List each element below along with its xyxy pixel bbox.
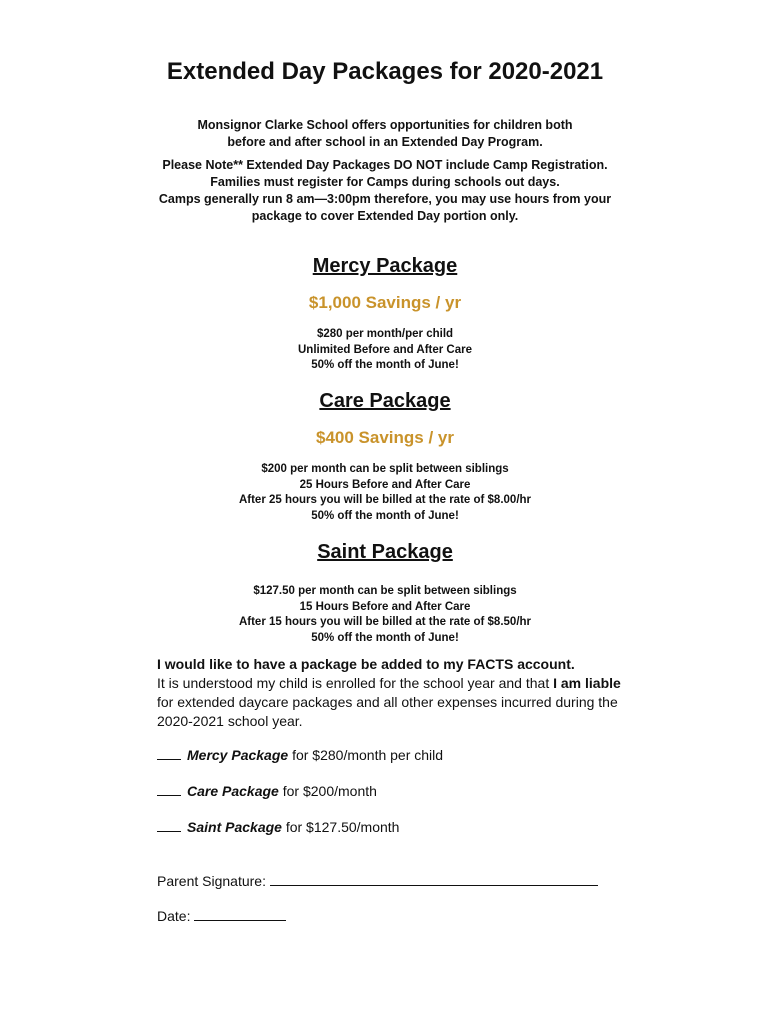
detail-line: Unlimited Before and After Care [297, 343, 473, 356]
care-option-blank[interactable] [157, 781, 181, 796]
agreement-text: It is understood my child is enrolled for the school year and that [157, 675, 554, 691]
note-line: Camps generally run 8 am—3:00pm therefore, you may use hours from your [158, 192, 612, 206]
mercy-package-title: Mercy Package [312, 255, 458, 277]
detail-line: 15 Hours Before and After Care [299, 600, 471, 613]
detail-line: 50% off the month of June! [311, 631, 459, 644]
intro-text [0, 117, 770, 151]
care-package-title: Care Package [319, 390, 451, 412]
note-line: Please Note** Extended Day Packages DO NOT include Camp Registration. [162, 158, 608, 172]
agreement-heading: I would like to have a package be added to my FACTS account. [157, 656, 575, 672]
option-price: for $127.50/month [281, 819, 400, 835]
detail-line: 50% off the month of June! [311, 359, 459, 371]
saint-package-title: Saint Package [317, 541, 453, 563]
agreement-paragraph [157, 655, 627, 731]
intro-line: before and after school in an Extended Day Program. [227, 135, 543, 149]
signature-label: Parent Signature: [157, 873, 266, 889]
signature-field[interactable] [270, 871, 598, 886]
care-option [157, 781, 377, 799]
option-name: Care Package [187, 783, 279, 799]
agreement-liable: I am liable [553, 675, 621, 691]
note-line: package to cover Extended Day portion only. [251, 209, 519, 223]
saint-option [157, 817, 399, 835]
camp-note [0, 157, 770, 225]
mercy-option-blank[interactable] [157, 745, 181, 760]
saint-package-details [0, 584, 770, 646]
mercy-option [157, 745, 443, 763]
signature-line [157, 871, 598, 889]
option-price: for $200/month [278, 783, 377, 799]
detail-line: After 25 hours you will be billed at the rate of $8.00/hr [238, 494, 532, 506]
page-title: Extended Day Packages for 2020-2021 [166, 58, 604, 85]
date-line [157, 906, 286, 924]
detail-line: After 15 hours you will be billed at the rate of $8.50/hr [238, 616, 532, 628]
option-price: for $280/month per child [288, 747, 444, 763]
detail-line: $280 per month/per child [316, 328, 454, 340]
note-line: Families must register for Camps during schools out days. [210, 175, 560, 189]
option-name: Saint Package [187, 819, 282, 835]
mercy-package-savings: $1,000 Savings / yr [308, 293, 462, 312]
care-package-savings: $400 Savings / yr [316, 428, 454, 447]
option-name: Mercy Package [187, 747, 289, 763]
saint-option-blank[interactable] [157, 817, 181, 832]
detail-line: 25 Hours Before and After Care [299, 478, 471, 491]
agreement-text-end: for extended daycare packages and all other expenses incurred during the 2020-2021 school year. [157, 694, 618, 729]
date-label: Date: [157, 908, 191, 924]
detail-line: 50% off the month of June! [311, 509, 459, 522]
detail-line: $127.50 per month can be split between siblings [253, 585, 517, 597]
care-package-details [0, 462, 770, 524]
detail-line: $200 per month can be split between siblings [261, 463, 509, 475]
date-field[interactable] [194, 906, 286, 921]
mercy-package-details [0, 327, 770, 374]
intro-line: Monsignor Clarke School offers opportunities for children both [197, 118, 573, 132]
